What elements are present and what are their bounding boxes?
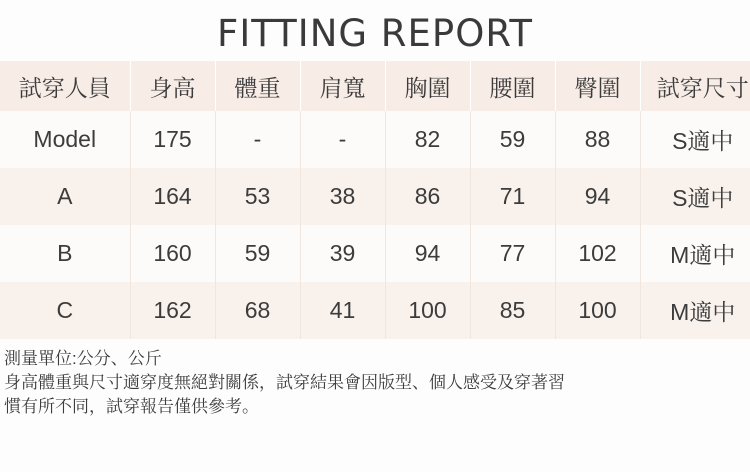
cell-size: M適中 [670,299,736,325]
cell-size: S適中 [672,128,734,154]
cell-waist: 59 [470,111,555,168]
cell-bust: 94 [385,225,470,282]
cell-height: 175 [130,111,215,168]
cell-waist: 71 [470,168,555,225]
note-line-disclaimer-1: 身高體重與尺寸適穿度無絕對關係，試穿結果會因版型、個人感受及穿著習 [4,373,565,393]
column-header-bust: 胸圍 [385,61,470,111]
table-header-row [0,61,750,111]
cell-size: M適中 [670,242,736,268]
column-header-height: 身高 [130,61,215,111]
cell-hip: 94 [555,168,640,225]
cell-person: B [0,225,130,282]
column-header-weight: 體重 [215,61,300,111]
cell-bust: 86 [385,168,470,225]
cell-size: S適中 [672,185,734,211]
fitting-report-table [0,61,750,339]
cell-shoulder: 39 [300,225,385,282]
column-header-shoulder: 肩寬 [300,61,385,111]
cell-bust: 82 [385,111,470,168]
cell-hip: 100 [555,282,640,339]
cell-waist: 85 [470,282,555,339]
table-header [0,61,750,111]
column-header-person: 試穿人員 [0,61,130,111]
cell-hip: 102 [555,225,640,282]
cell-weight: 53 [215,168,300,225]
cell-hip: 88 [555,111,640,168]
cell-weight: 68 [215,282,300,339]
table-row [0,111,750,168]
cell-shoulder: 38 [300,168,385,225]
cell-shoulder: 41 [300,282,385,339]
cell-weight: 59 [215,225,300,282]
cell-height: 160 [130,225,215,282]
cell-waist: 77 [470,225,555,282]
note-line-units: 測量單位:公分、公斤 [4,349,162,368]
cell-person: C [0,282,130,339]
column-header-size: 試穿尺寸 [640,61,750,111]
table-row [0,225,750,282]
measurement-notes [0,339,750,419]
cell-shoulder: - [300,111,385,168]
page-title: FITTING REPORT [217,12,533,55]
column-header-waist: 腰圍 [470,61,555,111]
cell-weight: - [215,111,300,168]
cell-bust: 100 [385,282,470,339]
cell-height: 164 [130,168,215,225]
column-header-hip: 臀圍 [555,61,640,111]
note-line-disclaimer-2: 慣有所不同，試穿報告僅供參考。 [4,397,259,417]
table-body [0,111,750,339]
table-row [0,168,750,225]
table-row [0,282,750,339]
cell-person: Model [0,111,130,168]
cell-height: 162 [130,282,215,339]
cell-person: A [0,168,130,225]
